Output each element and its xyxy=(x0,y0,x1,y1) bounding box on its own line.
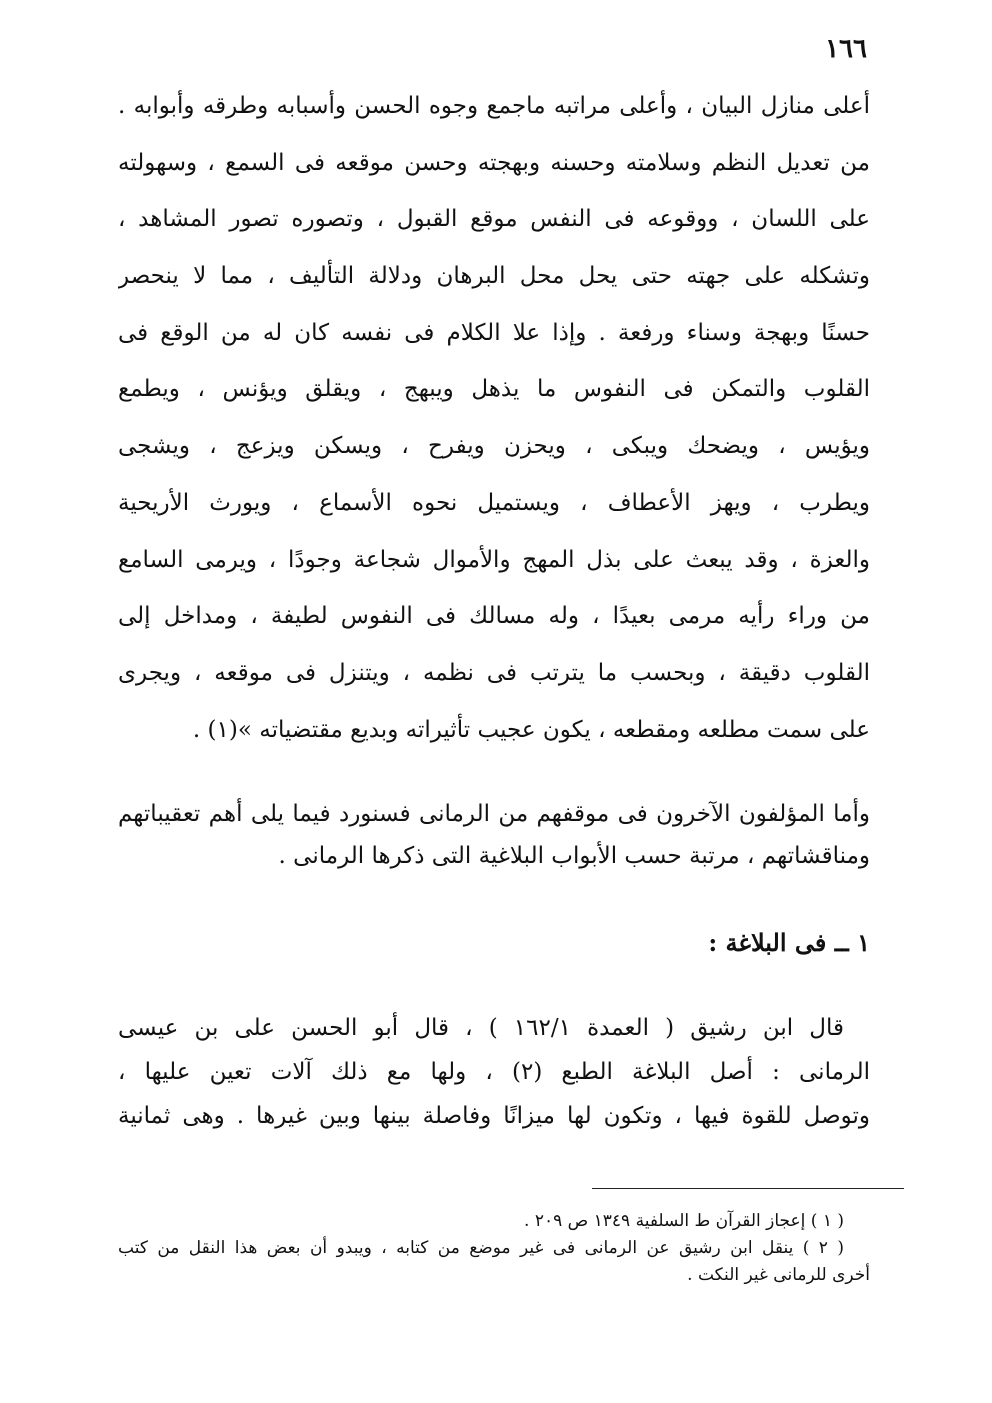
footnote-2-line-1: ( ٢ ) ينقل ابن رشيق عن الرمانى فى غير موضع من كتابه ، ويبدو أن بعض هذا النقل من كتب xyxy=(118,1238,844,1258)
text-line: أعلى منازل البيان ، وأعلى مراتبه ماجمع وجوه الحسن وأسبابه وطرقه وأبوابه . xyxy=(118,93,870,119)
text-line: وأما المؤلفون الآخرون فى موقفهم من الرمانى فسنورد فيما يلى أهم تعقيباتهم xyxy=(118,801,870,827)
footnote-2-line-2: أخرى للرمانى غير النكت . xyxy=(687,1265,870,1285)
text-line: ومناقشاتهم ، مرتبة حسب الأبواب البلاغية التى ذكرها الرمانى . xyxy=(278,843,870,869)
text-line: وتوصل للقوة فيها ، وتكون لها ميزانًا وفاصلة بينها وبين غيرها . وهى ثمانية xyxy=(118,1103,870,1129)
page-number: ١٦٦ xyxy=(825,34,867,64)
text-line: على اللسان ، ووقوعه فى النفس موقع القبول ، وتصوره تصور المشاهد ، xyxy=(118,206,870,233)
text-line: والعزة ، وقد يبعث على بذل المهج والأموال شجاعة وجودًا ، ويرمى السامع xyxy=(118,546,870,573)
text-line: ويطرب ، ويهز الأعطاف ، ويستميل نحوه الأسماع ، ويورث الأريحية xyxy=(118,489,870,516)
section-heading: ١ ــ فى البلاغة : xyxy=(708,928,870,957)
authors-paragraph xyxy=(118,793,870,877)
rashiq-paragraph xyxy=(118,1006,870,1138)
text-line: القلوب دقيقة ، وبحسب ما يترتب فى نظمه ، ويتنزل فى موقعه ، ويجرى xyxy=(118,659,870,686)
text-line: قال ابن رشيق ( العمدة ١٦٢/١ ) ، قال أبو الحسن على بن عيسى xyxy=(118,1015,844,1041)
text-line: القلوب والتمكن فى النفوس ما يذهل ويبهج ، ويقلق ويؤنس ، ويطمع xyxy=(118,376,870,403)
footnotes xyxy=(118,1208,870,1289)
text-line: من وراء رأيه مرمى بعيدًا ، وله مسالك فى النفوس لطيفة ، ومداخل إلى xyxy=(118,603,870,630)
text-line: ويؤيس ، ويضحك ويبكى ، ويحزن ويفرح ، ويسكن ويزعج ، ويشجى xyxy=(118,433,870,460)
footnote-1: ( ١ ) إعجاز القرآن ط السلفية ١٣٤٩ ص ٢٠٩ . xyxy=(524,1211,844,1231)
text-line: حسنًا وبهجة وسناء ورفعة . وإذا علا الكلام فى نفسه كان له من الوقع فى xyxy=(118,319,870,346)
text-line: الرمانى : أصل البلاغة الطبع (٢) ، ولها مع ذلك آلات تعين عليها ، xyxy=(118,1059,870,1085)
quote-paragraph xyxy=(118,78,870,758)
text-line: وتشكله على جهته حتى يحل محل البرهان ودلالة التأليف ، مما لا ينحصر xyxy=(118,263,870,290)
text-line: من تعديل النظم وسلامته وحسنه وبهجته وحسن موقعه فى السمع ، وسهولته xyxy=(118,149,870,176)
footnote-divider xyxy=(592,1188,904,1189)
text-line: على سمت مطلعه ومقطعه ، يكون عجيب تأثيراته وبديع مقتضياته »(١) . xyxy=(192,716,870,743)
